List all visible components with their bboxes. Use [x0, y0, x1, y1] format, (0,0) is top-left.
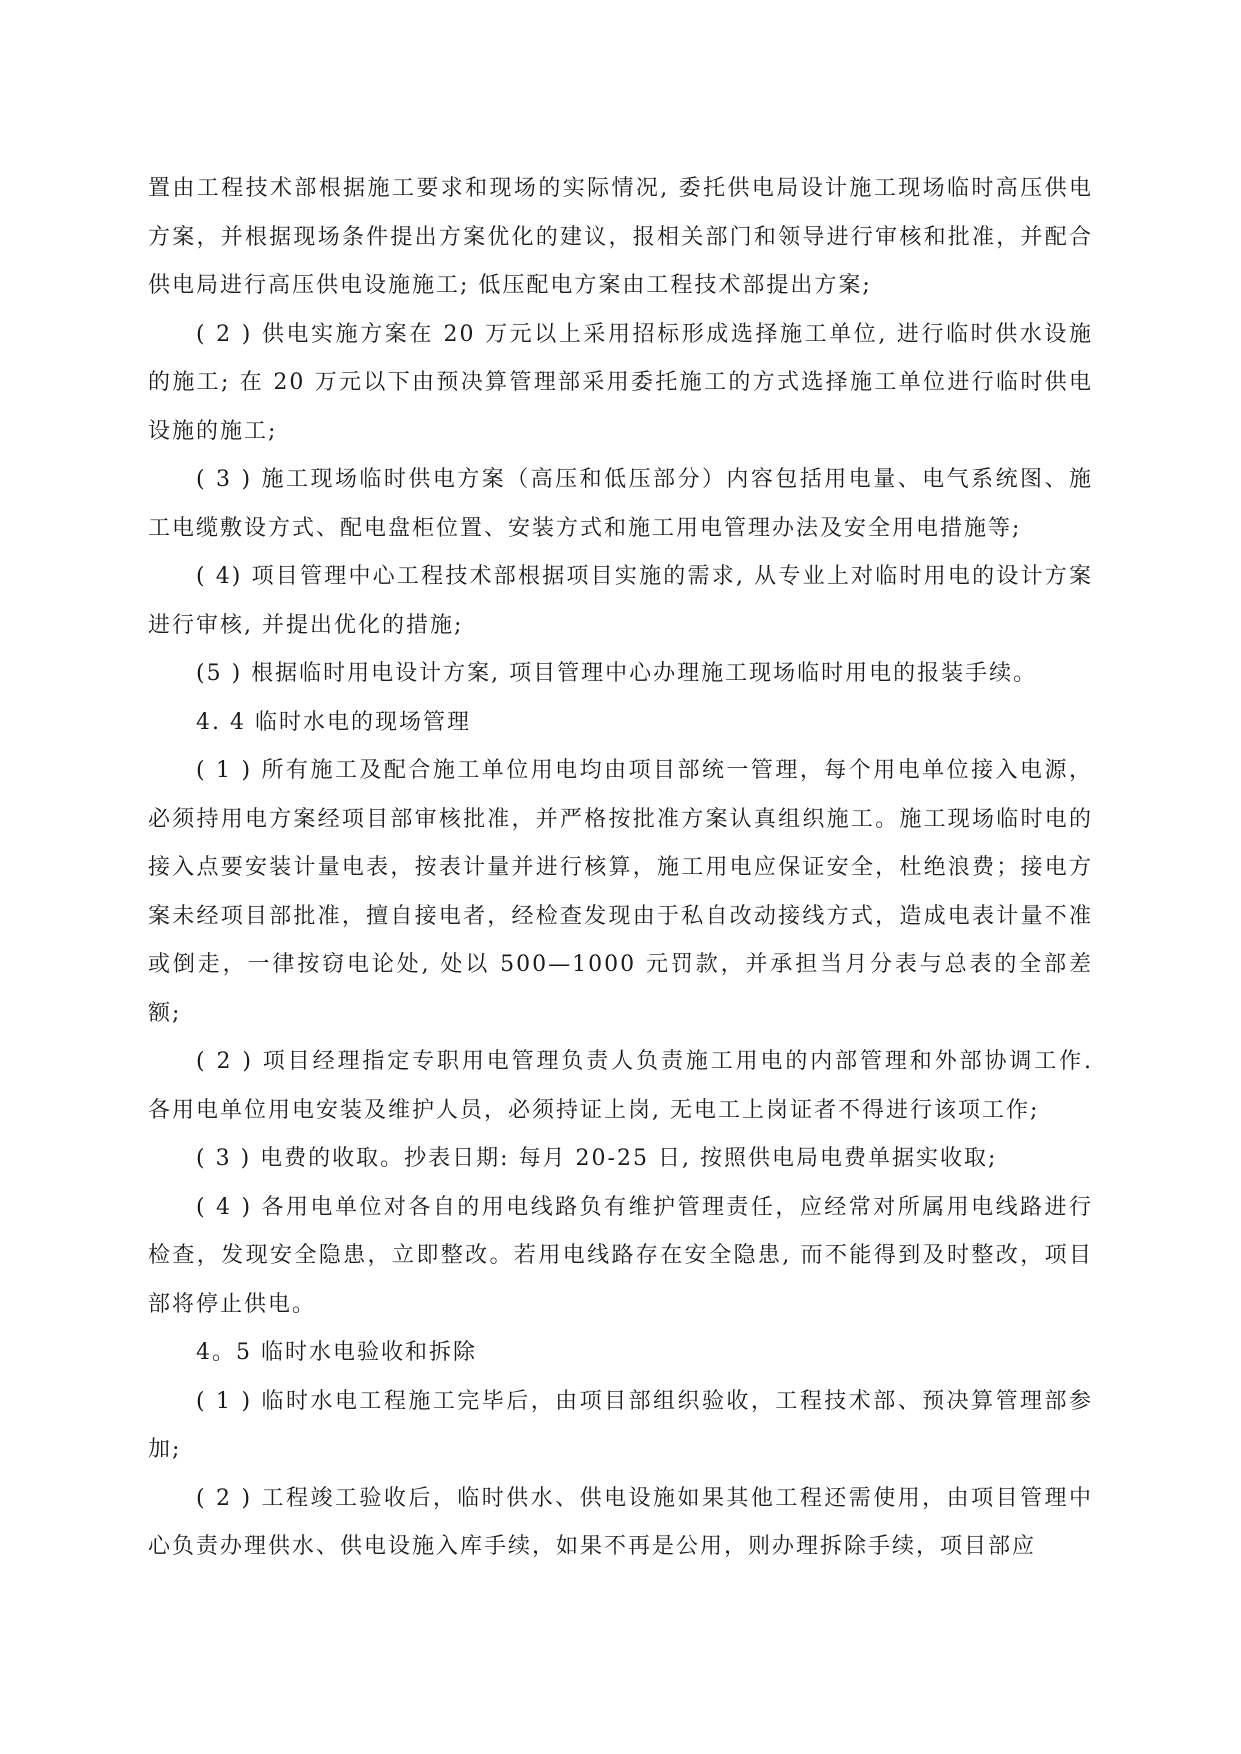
body-paragraph: ( 2 ) 项目经理指定专职用电管理负责人负责施工用电的内部管理和外部协调工作. 各用电单位用电安装及维护人员，必须持证上岗, 无电工上岗证者不得进行该项工作;: [148, 1049, 1093, 1123]
body-paragraph: ( 1 ) 所有施工及配合施工单位用电均由项目部统一管理，每个用电单位接入电源，必须持用电方案经项目部审核批准，并严格按批准方案认真组织施工。施工现场临时电的接入点要安装计量电表，按表计量并进行核算，施工用电应保证安全，杜绝浪费；接电方案未经项目部批准，擅自接电者，经检查发现由于私自改动接线方式，造成电表计量不准或倒走，一律按窃电论处, 处以 500—1000 元罚款，并承担当月分表与总表的全部差额;: [148, 758, 1093, 1026]
body-paragraph: 4. 4 临时水电的现场管理: [196, 709, 471, 735]
body-paragraph: ( 4 ) 各用电单位对各自的用电线路负有维护管理责任，应经常对所属用电线路进行检查，发现安全隐患，立即整改。若用电线路存在安全隐患, 而不能得到及时整改，项目部将停止供电。: [148, 1194, 1093, 1317]
body-paragraph: ( 2 ) 工程竣工验收后，临时供水、供电设施如果其他工程还需使用，由项目管理中心负责办理供水、供电设施入库手续，如果不再是公用，则办理拆除手续，项目部应: [148, 1485, 1093, 1559]
body-paragraph: 4。5 临时水电验收和拆除: [196, 1340, 477, 1365]
document-body: [148, 165, 1093, 1572]
body-paragraph: ( 1 ) 临时水电工程施工完毕后，由项目部组织验收，工程技术部、预决算管理部参加;: [148, 1388, 1093, 1462]
body-paragraph: ( 2 ) 供电实施方案在 20 万元以上采用招标形成选择施工单位, 进行临时供水设施的施工; 在 20 万元以下由预决算管理部采用委托施工的方式选择施工单位进行临时供电设施的施工;: [148, 321, 1093, 444]
body-paragraph: 置由工程技术部根据施工要求和现场的实际情况, 委托供电局设计施工现场临时高压供电方案，并根据现场条件提出方案优化的建议，报相关部门和领导进行审核和批准，并配合供电局进行高压供电设施施工; 低压配电方案由工程技术部提出方案;: [148, 176, 1093, 298]
body-paragraph: ( 3 ) 施工现场临时供电方案（高压和低压部分）内容包括用电量、电气系统图、施工电缆敷设方式、配电盘柜位置、安装方式和施工用电管理办法及安全用电措施等;: [148, 467, 1093, 541]
body-paragraph: ( 4) 项目管理中心工程技术部根据项目实施的需求, 从专业上对临时用电的设计方案进行审核, 并提出优化的措施;: [148, 564, 1093, 638]
body-paragraph: (5 ) 根据临时用电设计方案, 项目管理中心办理施工现场临时用电的报装手续。: [196, 661, 1038, 686]
body-paragraph: ( 3 ) 电费的收取。抄表日期: 每月 20-25 日, 按照供电局电费单据实收取;: [196, 1146, 998, 1171]
